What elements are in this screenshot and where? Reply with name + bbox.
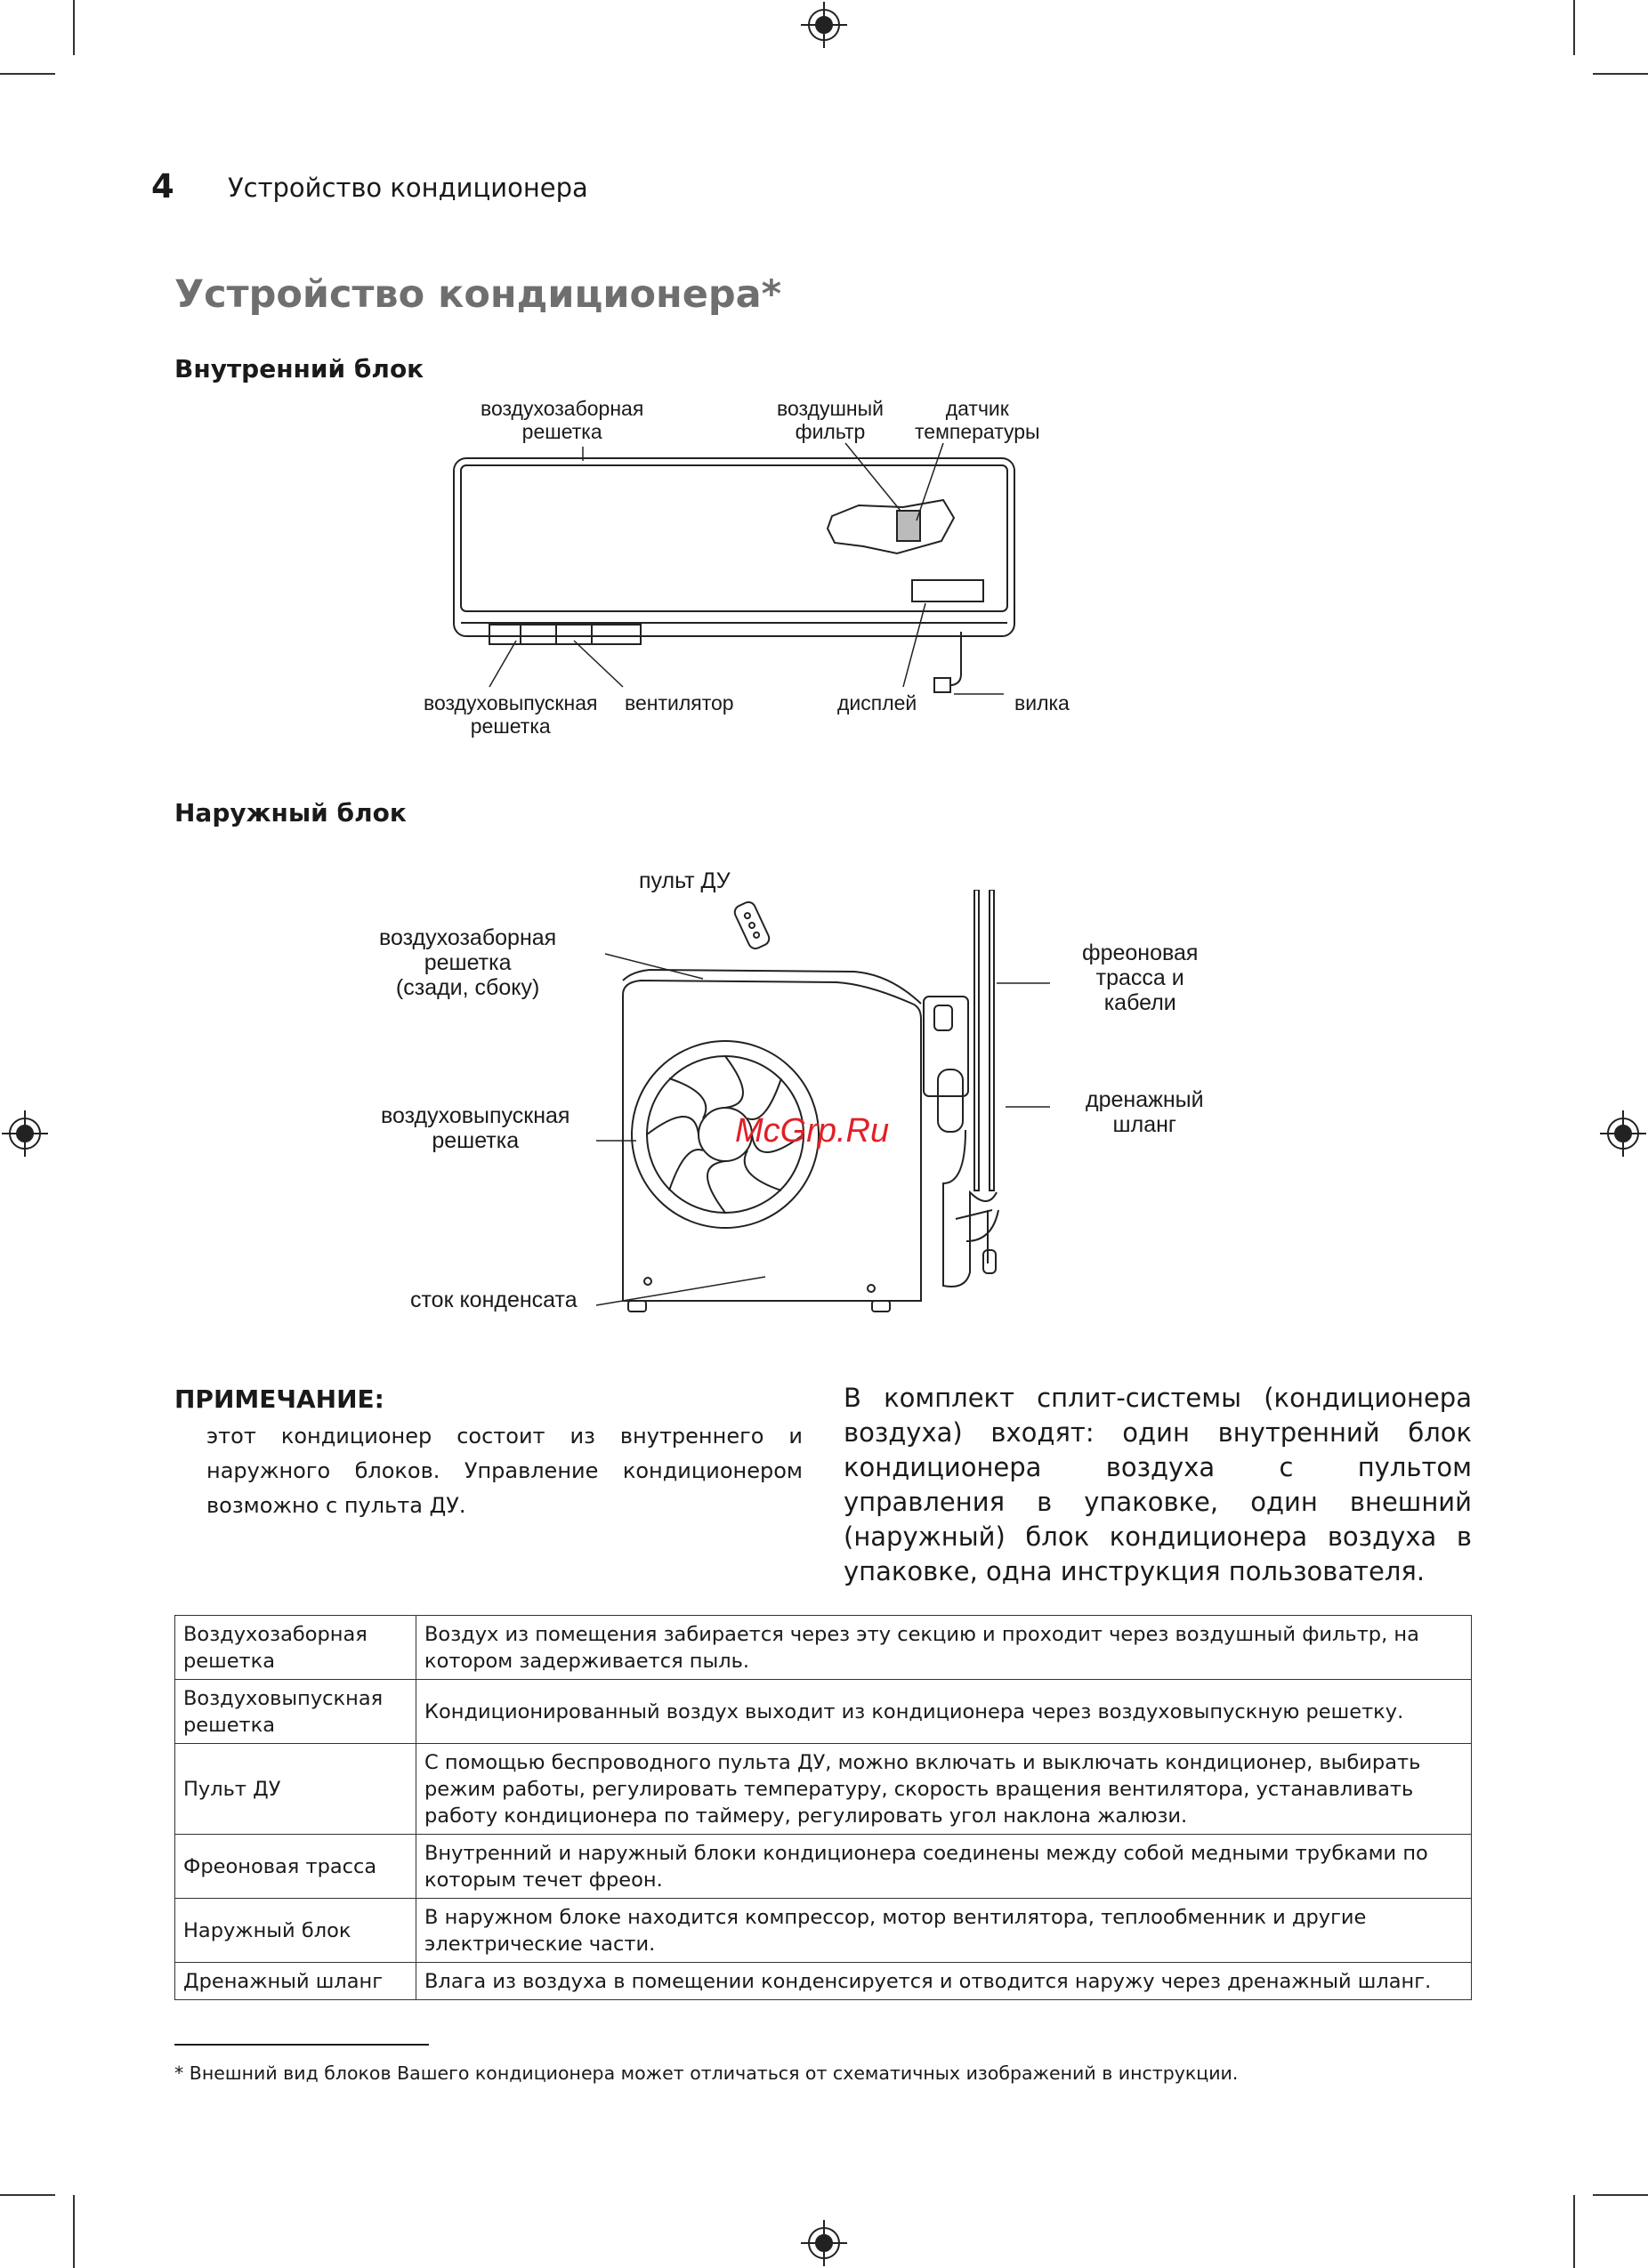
table-cell-desc: Внутренний и наружный блоки кондиционера соединены между собой медными трубками по которым течет фреон.: [416, 1835, 1472, 1899]
registration-mark-icon: [801, 2220, 847, 2266]
note-title: ПРИМЕЧАНИЕ:: [174, 1384, 384, 1414]
table-cell-name: Воздуховыпускная решетка: [175, 1680, 416, 1744]
footnote: * Внешний вид блоков Вашего кондиционера может отличаться от схематичных изображений в инструкции.: [174, 2062, 1239, 2084]
table-cell-desc: Кондиционированный воздух выходит из кондиционера через воздуховыпускную решетку.: [416, 1680, 1472, 1744]
table-cell-desc: Влага из воздуха в помещении конденсируется и отводится наружу через дренажный шланг.: [416, 1963, 1472, 2000]
table-cell-name: Воздухозаборная решетка: [175, 1616, 416, 1680]
outdoor-heading: Наружный блок: [174, 798, 407, 827]
label-indoor-outlet-grille: воздуховыпускная решетка: [424, 691, 598, 738]
label-drain-hose: дренажный шланг: [1086, 1087, 1204, 1137]
label-plug: вилка: [1014, 691, 1070, 714]
table-cell-desc: Воздух из помещения забирается через эту секцию и проходит через воздушный фильтр, на котором задерживается пыль.: [416, 1616, 1472, 1680]
label-remote: пульт ДУ: [639, 868, 731, 893]
label-fan: вентилятор: [625, 691, 734, 714]
table-row: [175, 1835, 1472, 1899]
note-text: этот кондиционер состоит из внутреннего и наружного блоков. Управление кондиционером возможно с пульта ДУ.: [206, 1424, 803, 1518]
parts-table: [174, 1615, 1472, 2000]
label-display: дисплей: [837, 691, 917, 714]
table-row: [175, 1680, 1472, 1744]
table-row: [175, 1616, 1472, 1680]
label-outdoor-outlet-grille: воздуховыпускная решетка: [381, 1103, 570, 1153]
indoor-heading: Внутренний блок: [174, 354, 424, 383]
watermark: McGrp.Ru: [735, 1112, 890, 1150]
table-cell-name: Фреоновая трасса: [175, 1835, 416, 1899]
running-title: Устройство кондиционера: [228, 173, 588, 203]
table-cell-name: Дренажный шланг: [175, 1963, 416, 2000]
footnote-divider: [174, 2044, 429, 2046]
table-row: [175, 1899, 1472, 1963]
label-indoor-intake-grille: воздухозаборная решетка: [481, 397, 644, 443]
table-row: [175, 1963, 1472, 2000]
label-condensate: сток конденсата: [410, 1287, 578, 1312]
label-air-filter: воздушный фильтр: [777, 397, 884, 443]
registration-mark-icon: [801, 2, 847, 48]
kit-text: В комплект сплит-системы (кондиционера воздуха) входят: один внутренний блок кондиционера воздуха с пультом управления в упаковке, один внешний (наружный) блок кондиционера воздуха в упаковке, одна инструкция пользователя.: [844, 1383, 1472, 1586]
table-cell-name: Наружный блок: [175, 1899, 416, 1963]
page-title: Устройство кондиционера*: [174, 272, 782, 317]
label-freon-line: фреоновая трасса и кабели: [1082, 940, 1199, 1015]
label-temp-sensor: датчик температуры: [915, 397, 1040, 443]
label-outdoor-intake-grille: воздухозаборная решетка (сзади, сбоку): [379, 925, 557, 1000]
table-row: [175, 1744, 1472, 1835]
page-number: 4: [151, 167, 174, 206]
table-cell-desc: В наружном блоке находится компрессор, мотор вентилятора, теплообменник и другие электрические части.: [416, 1899, 1472, 1963]
table-cell-name: Пульт ДУ: [175, 1744, 416, 1835]
table-cell-desc: С помощью беспроводного пульта ДУ, можно включать и выключать кондиционер, выбирать режим работы, регулировать температуру, скорость вращения вентилятора, устанавливать работу кондиционера по таймеру, регулировать угол наклона жалюзи.: [416, 1744, 1472, 1835]
registration-mark-icon: [2, 1110, 48, 1157]
registration-mark-icon: [1600, 1110, 1646, 1157]
